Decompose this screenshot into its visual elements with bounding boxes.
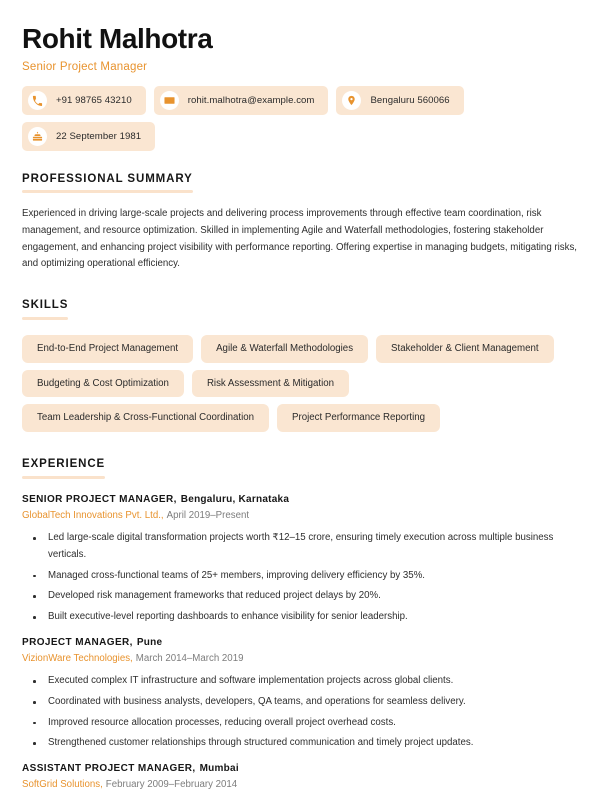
section-professional-summary [22,169,590,274]
candidate-name: Rohit Malhotra [22,23,213,54]
experience-bullet: Built executive-level reporting dashboards to enhance visibility for senior leadership. [22,609,590,626]
skill-pill[interactable]: Risk Assessment & Mitigation [192,370,349,398]
contact-email[interactable] [154,86,329,115]
phone-icon [28,91,47,110]
contact-location[interactable] [336,86,463,115]
contact-row-secondary [22,122,590,151]
contact-info-group [22,86,590,151]
experience-bullet: Improved resource allocation processes, reducing overall project overhead costs. [22,715,590,732]
experience-title-line [22,761,590,776]
experience-location: Mumbai [199,763,239,775]
experience-role: SENIOR PROJECT MANAGER, [22,493,177,505]
section-title-summary: PROFESSIONAL SUMMARY [22,172,193,185]
skills-row [22,335,590,363]
contact-birthdate[interactable] [22,122,155,151]
experience-dates: February 2009–February 2014 [105,779,238,791]
experience-role: ASSISTANT PROJECT MANAGER, [22,763,196,775]
candidate-job-title: Senior Project Manager [22,60,148,73]
skills-pill-group [22,335,590,432]
section-title-skills: SKILLS [22,299,69,312]
cake-icon [28,127,47,146]
experience-meta-line [22,651,590,667]
contact-row-primary [22,86,590,115]
skills-heading-group [22,299,68,320]
experience-location: Bengaluru, Karnataka [180,493,290,505]
experience-company: GlobalTech Innovations Pvt. Ltd., [22,509,164,521]
experience-bullet: Coordinated with business analysts, developers, QA teams, and operations for seamless delivery. [22,694,590,711]
contact-phone[interactable] [22,86,146,115]
experience-dates: April 2019–Present [166,509,250,521]
experience-heading-group [22,458,105,479]
experience-dates: March 2014–March 2019 [135,652,244,664]
experience-list [22,492,590,793]
experience-bullet: Executed complex IT infrastructure and software implementation projects across global clients. [22,673,590,690]
summary-heading-group [22,173,193,194]
experience-bullet: Developed risk management frameworks that reduced project delays by 20%. [22,588,590,605]
experience-item [22,761,590,793]
skill-pill[interactable]: Agile & Waterfall Methodologies [201,335,368,363]
experience-bullet: Managed cross-functional teams of 25+ members, improving delivery efficiency by 35%. [22,568,590,585]
resume-header [22,24,590,151]
section-rule-experience [22,476,105,479]
location-icon [342,91,361,110]
experience-company: VizionWare Technologies, [22,652,133,664]
section-skills [22,295,590,432]
experience-bullet: Led large-scale digital transformation projects worth ₹12–15 crore, ensuring timely execution across multiple business verticals. [22,530,590,563]
skill-pill[interactable]: Project Performance Reporting [277,404,440,432]
experience-meta-line [22,508,590,524]
section-rule-skills [22,317,68,320]
skills-row [22,404,590,432]
experience-bullet: Strengthened customer relationships through structured communication and timely project updates. [22,735,590,752]
skills-row [22,370,590,398]
experience-item [22,492,590,626]
section-title-experience: EXPERIENCE [22,458,106,471]
experience-item [22,635,590,752]
experience-role: PROJECT MANAGER, [22,636,133,648]
contact-location-value: Bengaluru 560066 [370,94,450,106]
summary-paragraph: Experienced in driving large-scale projects and delivering process improvements through effective team coordination, risk management, and resource optimization. Skilled in implementing Agile and Waterfall methodologies, fostering stakeholder engagement, and enhancing project visibility with performance reporting. Offering expertise in managing budgets, mitigating risks, and optimizing operational efficiency. [22,208,578,270]
skill-pill[interactable]: End-to-End Project Management [22,335,193,363]
skill-pill[interactable]: Budgeting & Cost Optimization [22,370,184,398]
section-rule-summary [22,190,193,193]
experience-bullets [22,530,590,625]
section-experience [22,454,590,793]
email-icon [160,91,179,110]
contact-phone-value: +91 98765 43210 [56,94,132,106]
skill-pill[interactable]: Team Leadership & Cross-Functional Coordination [22,404,269,432]
experience-title-line [22,492,590,507]
contact-email-value: rohit.malhotra@example.com [187,94,315,106]
skill-pill[interactable]: Stakeholder & Client Management [376,335,554,363]
experience-title-line [22,635,590,650]
contact-birthdate-value: 22 September 1981 [56,130,142,142]
experience-bullets [22,673,590,752]
experience-meta-line [22,777,590,793]
experience-location: Pune [136,636,163,648]
experience-company: SoftGrid Solutions, [22,779,103,791]
